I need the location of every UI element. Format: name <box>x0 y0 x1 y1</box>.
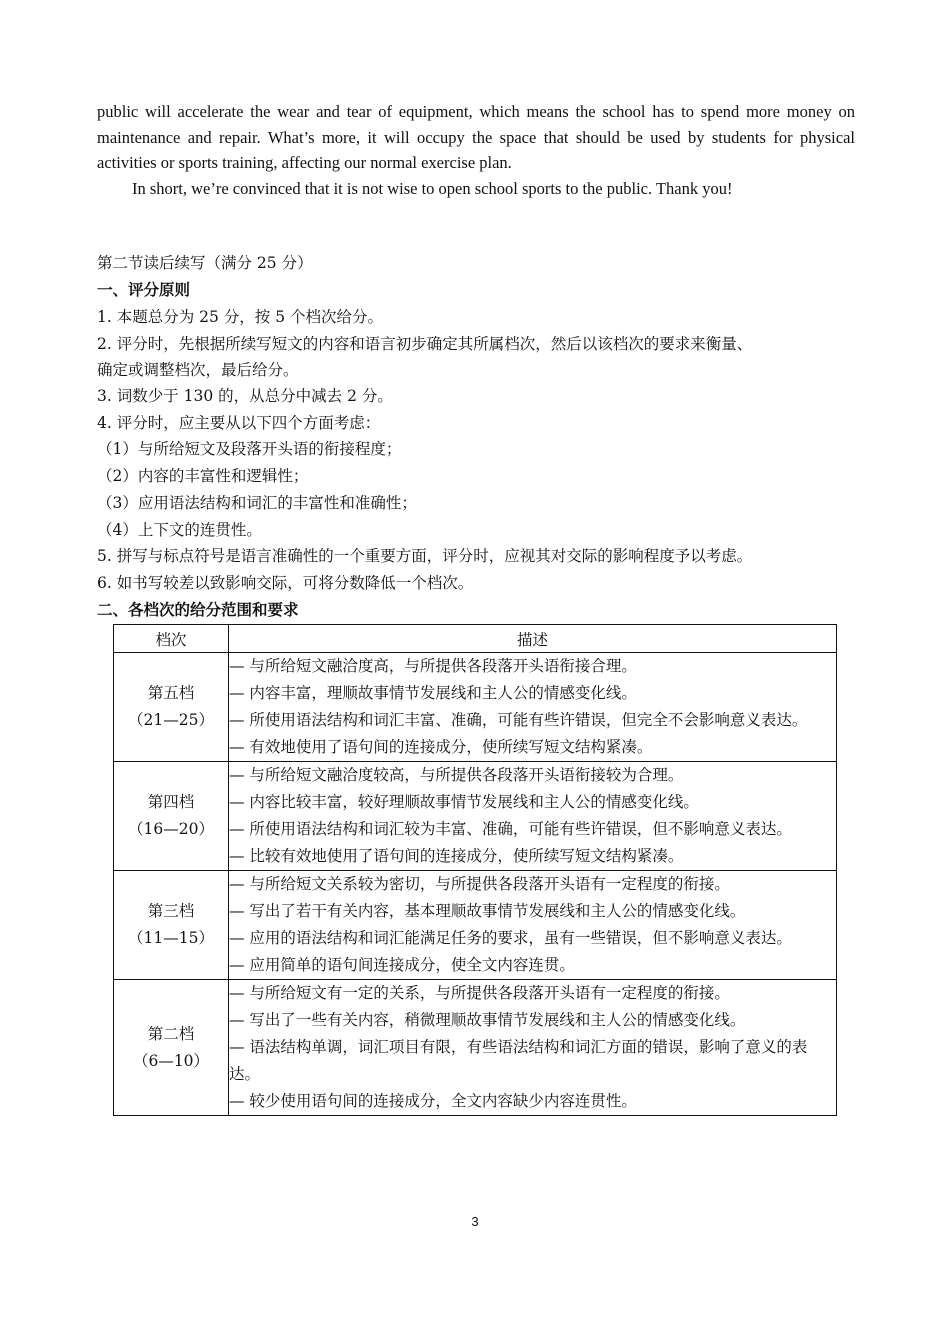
ranges-heading: 二、各档次的给分范围和要求 <box>97 600 299 619</box>
description-line: — 与所给短文融洽度较高，与所提供各段落开头语衔接较为合理。 <box>229 766 684 784</box>
level-range: （16—20） <box>128 820 214 838</box>
description-line: — 写出了若干有关内容，基本理顺故事情节发展线和主人公的情感变化线。 <box>229 902 746 920</box>
essay-paragraph-2: In short, we’re convinced that it is not wise to open school sports to the public. Thank you! <box>132 179 733 198</box>
table-row <box>114 762 837 871</box>
table-row <box>114 653 837 762</box>
grading-table <box>113 624 837 1116</box>
rule-item: 3. 词数少于 130 的，从总分中减去 2 分。 <box>97 387 393 405</box>
section-title: 第二节读后续写（满分 25 分） <box>97 254 313 272</box>
rule-item: 6. 如书写较差以致影响交际，可将分数降低一个档次。 <box>97 574 474 592</box>
description-line: — 应用的语法结构和词汇能满足任务的要求，虽有一些错误，但不影响意义表达。 <box>229 929 792 947</box>
rule-subitem: （2）内容的丰富性和逻辑性； <box>97 467 309 485</box>
rule-item: 4. 评分时，应主要从以下四个方面考虑： <box>97 414 381 432</box>
rule-subitem: （4）上下文的连贯性。 <box>97 521 262 539</box>
description-line: — 有效地使用了语句间的连接成分，使所续写短文结构紧凑。 <box>229 738 653 756</box>
table-row <box>114 980 837 1116</box>
level-range: （6—10） <box>132 1051 210 1070</box>
description-line: — 应用简单的语句间连接成分，使全文内容连贯。 <box>229 956 575 974</box>
rule-item: 1. 本题总分为 25 分，按 5 个档次给分。 <box>97 308 384 326</box>
description-cell <box>229 762 837 871</box>
level-name: 第四档 <box>147 793 195 811</box>
rule-subitem: （1）与所给短文及段落开头语的衔接程度； <box>97 440 402 458</box>
description-cell <box>229 871 837 980</box>
rule-item: 5. 拼写与标点符号是语言准确性的一个重要方面，评分时，应视其对交际的影响程度予以考虑。 <box>97 547 753 565</box>
column-header-description: 描述 <box>229 625 837 653</box>
level-cell <box>114 762 229 871</box>
column-header-level: 档次 <box>114 625 229 653</box>
description-line: — 与所给短文融洽度高，与所提供各段落开头语衔接合理。 <box>229 657 637 675</box>
page-number: 3 <box>471 1214 479 1229</box>
description-line: — 所使用语法结构和词汇丰富、准确，可能有些许错误，但完全不会影响意义表达。 <box>229 711 808 729</box>
rule-item: 2. 评分时，先根据所续写短文的内容和语言初步确定其所属档次，然后以该档次的要求来衡量、 <box>97 335 753 353</box>
level-cell <box>114 871 229 980</box>
table-row <box>114 871 837 980</box>
description-line: — 语法结构单调，词汇项目有限，有些语法结构和词汇方面的错误，影响了意义的表达。 <box>229 1038 808 1083</box>
level-cell <box>114 653 229 762</box>
description-line: — 写出了一些有关内容，稍微理顺故事情节发展线和主人公的情感变化线。 <box>229 1011 746 1029</box>
essay-paragraph-1: public will accelerate the wear and tear of equipment, which means the school has to spend more money on maintenance and repair. What’s more, it will occupy the space that should be used by students for physical activities or sports training, affecting our normal exercise plan. <box>97 102 855 172</box>
description-line: — 内容比较丰富，较好理顺故事情节发展线和主人公的情感变化线。 <box>229 793 699 811</box>
level-cell <box>114 980 229 1116</box>
description-line: — 比较有效地使用了语句间的连接成分，使所续写短文结构紧凑。 <box>229 847 684 865</box>
description-line: — 与所给短文有一定的关系，与所提供各段落开头语有一定程度的衔接。 <box>229 984 730 1002</box>
level-name: 第五档 <box>147 684 195 702</box>
principles-heading: 一、评分原则 <box>97 280 191 299</box>
level-range: （11—15） <box>128 929 214 947</box>
description-line: — 较少使用语句间的连接成分，全文内容缺少内容连贯性。 <box>229 1092 637 1110</box>
level-name: 第二档 <box>147 1024 195 1043</box>
rule-item: 确定或调整档次，最后给分。 <box>97 361 299 379</box>
description-line: — 内容丰富，理顺故事情节发展线和主人公的情感变化线。 <box>229 684 637 702</box>
table-header-row <box>114 625 837 653</box>
level-range: （21—25） <box>128 711 214 729</box>
description-line: — 所使用语法结构和词汇较为丰富、准确，可能有些许错误，但不影响意义表达。 <box>229 820 792 838</box>
rule-subitem: （3）应用语法结构和词汇的丰富性和准确性； <box>97 494 417 512</box>
description-line: — 与所给短文关系较为密切，与所提供各段落开头语有一定程度的衔接。 <box>229 875 730 893</box>
description-cell <box>229 653 837 762</box>
description-cell <box>229 980 837 1116</box>
level-name: 第三档 <box>147 902 195 920</box>
